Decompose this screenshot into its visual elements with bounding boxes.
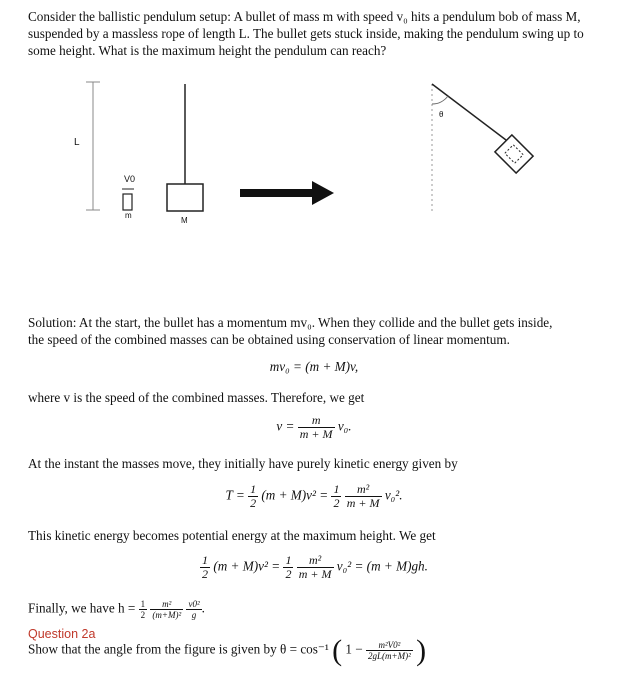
question-frac-num: m²V0² [366,640,413,651]
eq3-frac2 [331,483,341,510]
label-length: L [74,137,80,148]
eq4-rhs: v₀² = (m + M)gh. [336,558,428,574]
final-result [28,599,205,620]
eq4-den2: 2 [285,567,292,581]
final-suffix: . [201,600,205,616]
eq4-frac2 [283,554,293,581]
question-frac-den: 2gL(m+M)² [368,651,411,661]
swung-bob [495,135,533,173]
problem-line-3: some height. What is the maximum height the pendulum can reach? [28,43,387,58]
final-den3: g [191,610,197,620]
eq3-lhs: T = [225,487,245,503]
eq4-den3: m + M [298,567,332,581]
question-fraction [366,640,413,661]
eq3-den3: m + M [346,496,380,510]
open-paren-icon: ( [332,634,343,667]
equation-velocity [0,414,628,441]
where-text: where v is the speed of the combined masses. Therefore, we get [28,390,365,405]
eq4-den1: 2 [202,567,209,581]
potential-text: This kinetic energy becomes potential energy at the maximum height. We get [28,528,436,543]
eq2-fraction [298,414,335,441]
length-dimension [86,82,100,210]
equation-energy-balance [0,554,628,581]
eq4-frac3 [297,554,334,581]
question-one-minus: 1 − [345,641,363,657]
label-bob-mass: M [181,216,188,225]
eq3-den1: 2 [250,496,257,510]
close-paren-icon: ) [416,634,427,667]
final-num1: 1 [140,599,146,609]
equation-kinetic [0,483,628,510]
transition-arrow [240,181,334,205]
eq4-frac1 [200,554,210,581]
label-velocity: V0 [124,174,136,184]
equation-momentum: mv₀ = (m + M)v, [269,359,359,374]
label-bullet-mass: m [125,211,132,220]
eq2-lhs: v = [276,418,295,434]
eq2-den: m + M [299,427,333,441]
final-prefix: Finally, we have h = [28,600,136,616]
energy-text: At the instant the masses move, they initially have purely kinetic energy given by [28,456,458,471]
final-frac1 [139,599,148,620]
problem-line-1: Consider the ballistic pendulum setup: A bullet of mass m with speed v₀ hits a pendulum bob of mass M, [28,9,581,24]
ballistic-pendulum-figure [0,70,628,310]
final-frac3 [186,599,201,620]
eq3-den2: 2 [333,496,340,510]
label-theta: θ [439,110,444,119]
solution-line-1: Solution: At the start, the bullet has a momentum mv₀. When they collide and the bullet gets inside, [28,315,553,330]
eq4-mid: (m + M)v² = [213,558,281,574]
final-den1: 2 [140,610,146,620]
angle-arc [432,96,448,104]
final-num3: v0² [188,599,200,609]
bullet [123,194,132,210]
eq3-frac3 [345,483,382,510]
eq3-frac1 [248,483,258,510]
question-prefix: Show that the angle from the figure is given by θ = cos⁻¹ [28,641,329,657]
final-num2: m² [150,599,183,610]
problem-line-2: suspended by a massless rope of length L. The bullet gets stuck inside, making the pendulum swing up to [28,26,584,41]
final-den2: (m+M)² [152,610,182,620]
eq4-num1: 1 [202,553,209,567]
solution-line-2: the speed of the combined masses can be obtained using conservation of linear momentum. [28,332,510,347]
eq3-num3: m² [345,483,382,497]
pendulum-bob [167,184,203,211]
eq3-num1: 1 [250,482,257,496]
eq3-rhs: v₀². [384,487,403,503]
eq2-rhs: v₀. [337,418,352,434]
eq4-num3: m² [297,554,334,568]
final-frac2 [150,599,183,620]
eq3-mid: (m + M)v² = [261,487,329,503]
eq3-num2: 1 [333,482,340,496]
eq2-num: m [298,414,335,428]
eq4-num2: 1 [285,553,292,567]
question-label: Question 2a [28,627,96,641]
